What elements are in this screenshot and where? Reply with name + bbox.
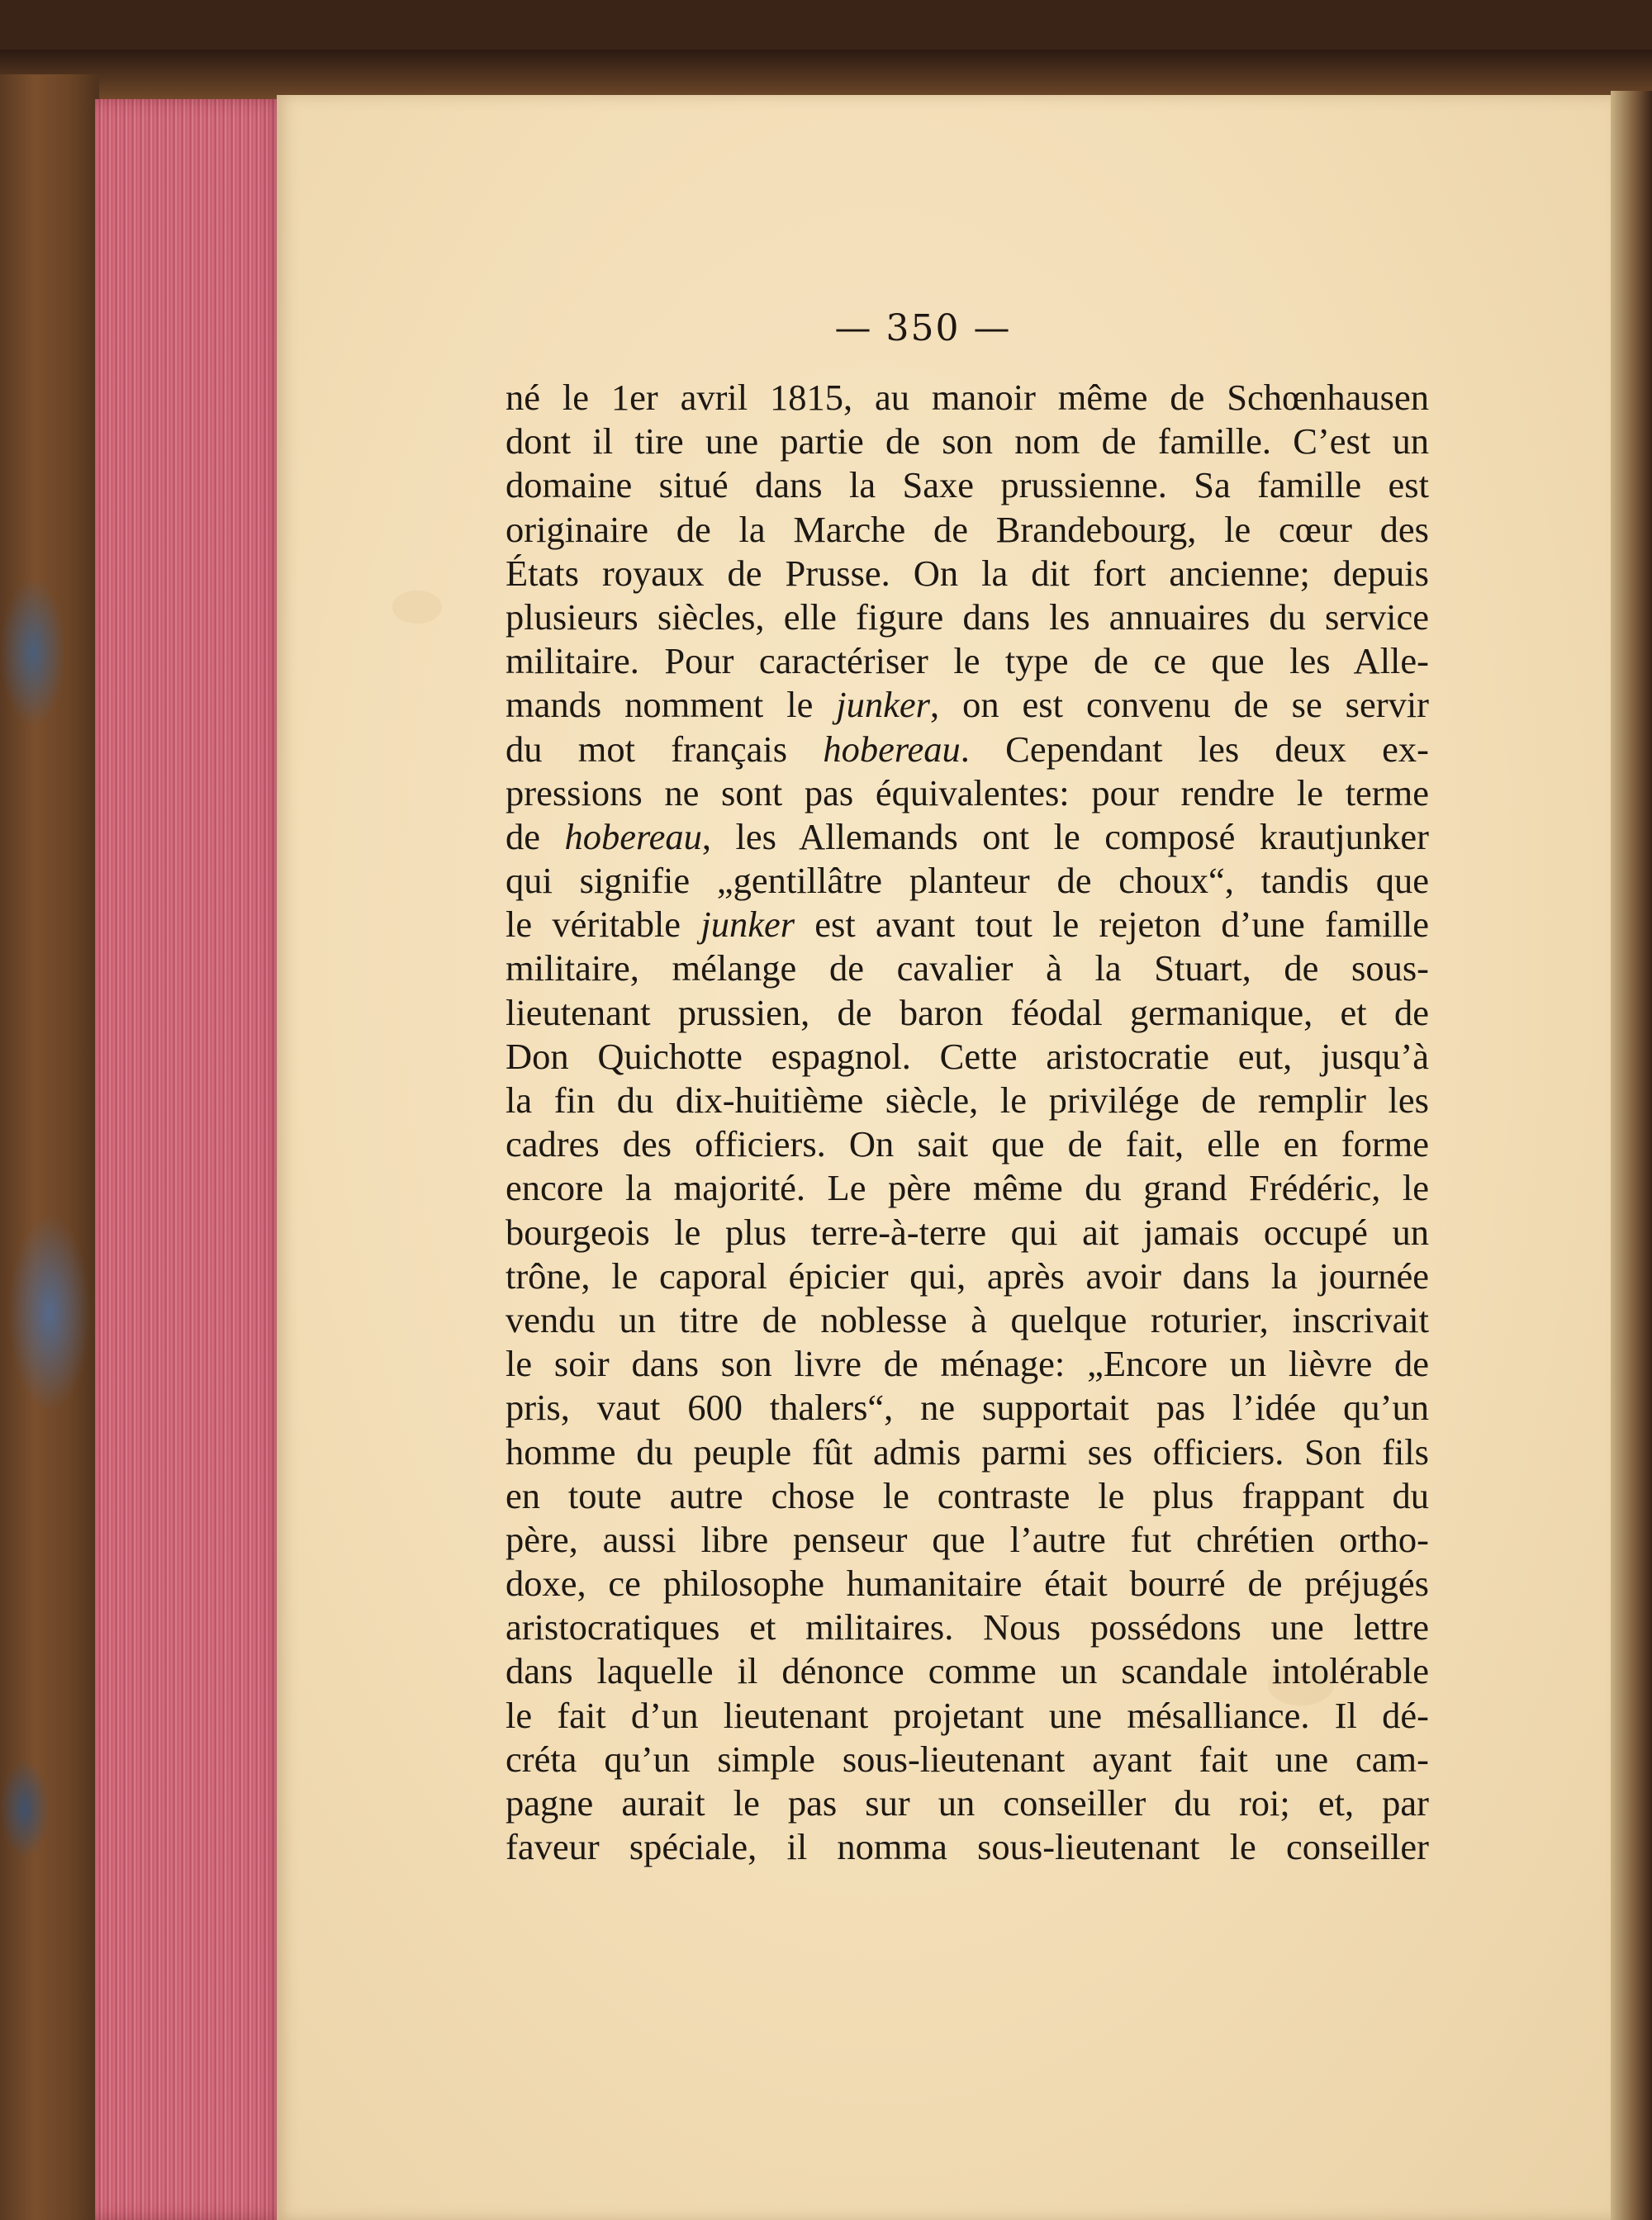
text-line: encore la majorité. Le père même du grand Frédéric, le	[506, 1167, 1429, 1209]
text-line: cadres des officiers. On sait que de fait, elle en forme	[506, 1123, 1429, 1165]
text-line: militaire. Pour caractériser le type de ce que les Alle-	[506, 640, 1429, 682]
italic-term: junker	[836, 684, 930, 726]
body-text	[506, 376, 1429, 1869]
text-line: en toute autre chose le contraste le plus frappant du	[506, 1474, 1429, 1516]
italic-term: junker	[700, 904, 795, 946]
text-line: père, aussi libre penseur que l’autre fut chrétien ortho-	[506, 1518, 1429, 1560]
text-line-1: né le 1er avril 1815, au manoir même de Schœnhausen	[506, 377, 1429, 418]
text-line: la fin du dix-huitième siècle, le privilége de remplir les	[506, 1079, 1429, 1121]
page-number-text: — 350 —	[834, 307, 1012, 349]
text-line: qui signifie „gentillâtre planteur de choux“, tandis que	[506, 860, 1429, 902]
text-line: dont il tire une partie de son nom de famille. C’est un	[506, 420, 1429, 462]
text-line: de hobereau, les Allemands ont le composé krautjunker	[506, 815, 1429, 857]
text-line: plusieurs siècles, elle figure dans les annuaires du service	[506, 595, 1429, 638]
italic-term: hobereau	[564, 815, 702, 857]
text-line: trône, le caporal épicier qui, après avoir dans la journée	[506, 1255, 1429, 1297]
text-line: pressions ne sont pas équivalentes: pour rendre le terme	[506, 771, 1429, 814]
text-line: dans laquelle il dénonce comme un scandale intolérable	[506, 1650, 1429, 1692]
text-line: pris, vaut 600 thalers“, ne supportait pas l’idée qu’un	[506, 1387, 1429, 1429]
text-line: mands nomment le junker, on est convenu de se servir	[506, 684, 1429, 726]
page-gutter	[1611, 91, 1652, 2220]
text-line	[506, 376, 1429, 420]
text-line: créta qu’un simple sous-lieutenant ayant fait une cam-	[506, 1738, 1429, 1780]
text-line: vendu un titre de noblesse à quelque roturier, inscrivait	[506, 1298, 1429, 1340]
text-line: pagne aurait le pas sur un conseiller du roi; et, par	[506, 1782, 1429, 1824]
italic-term: hobereau	[823, 728, 961, 770]
text-line: du mot français hobereau. Cependant les deux ex-	[506, 728, 1429, 770]
paper-stain	[392, 591, 442, 624]
text-line: doxe, ce philosophe humanitaire était bourré de préjugés	[506, 1563, 1429, 1605]
text-line: domaine situé dans la Saxe prussienne. Sa famille est	[506, 464, 1429, 506]
text-line: originaire de la Marche de Brandebourg, le cœur des	[506, 508, 1429, 550]
text-line: aristocratiques et militaires. Nous possédons une lettre	[506, 1606, 1429, 1648]
text-line: le véritable junker est avant tout le rejeton d’une famille	[506, 904, 1429, 946]
text-line: homme du peuple fût admis parmi ses officiers. Son fils	[506, 1430, 1429, 1473]
text-line: le fait d’un lieutenant projetant une mésalliance. Il dé-	[506, 1694, 1429, 1736]
text-line: lieutenant prussien, de baron féodal germanique, et de	[506, 991, 1429, 1033]
text-line: bourgeois le plus terre-à-terre qui ait jamais occupé un	[506, 1211, 1429, 1253]
text-line: États royaux de Prusse. On la dit fort ancienne; depuis	[506, 552, 1429, 594]
text-line: le soir dans son livre de ménage: „Encore un lièvre de	[506, 1343, 1429, 1385]
text-line: militaire, mélange de cavalier à la Stuart, de sous-	[506, 947, 1429, 989]
red-page-edges	[95, 99, 285, 2220]
marbled-cover-spine	[0, 74, 99, 2220]
text-line: Don Quichotte espagnol. Cette aristocratie eut, jusqu’à	[506, 1035, 1429, 1077]
text-line: faveur spéciale, il nomma sous-lieutenant le conseiller	[506, 1826, 1429, 1868]
page-number	[0, 307, 1652, 349]
